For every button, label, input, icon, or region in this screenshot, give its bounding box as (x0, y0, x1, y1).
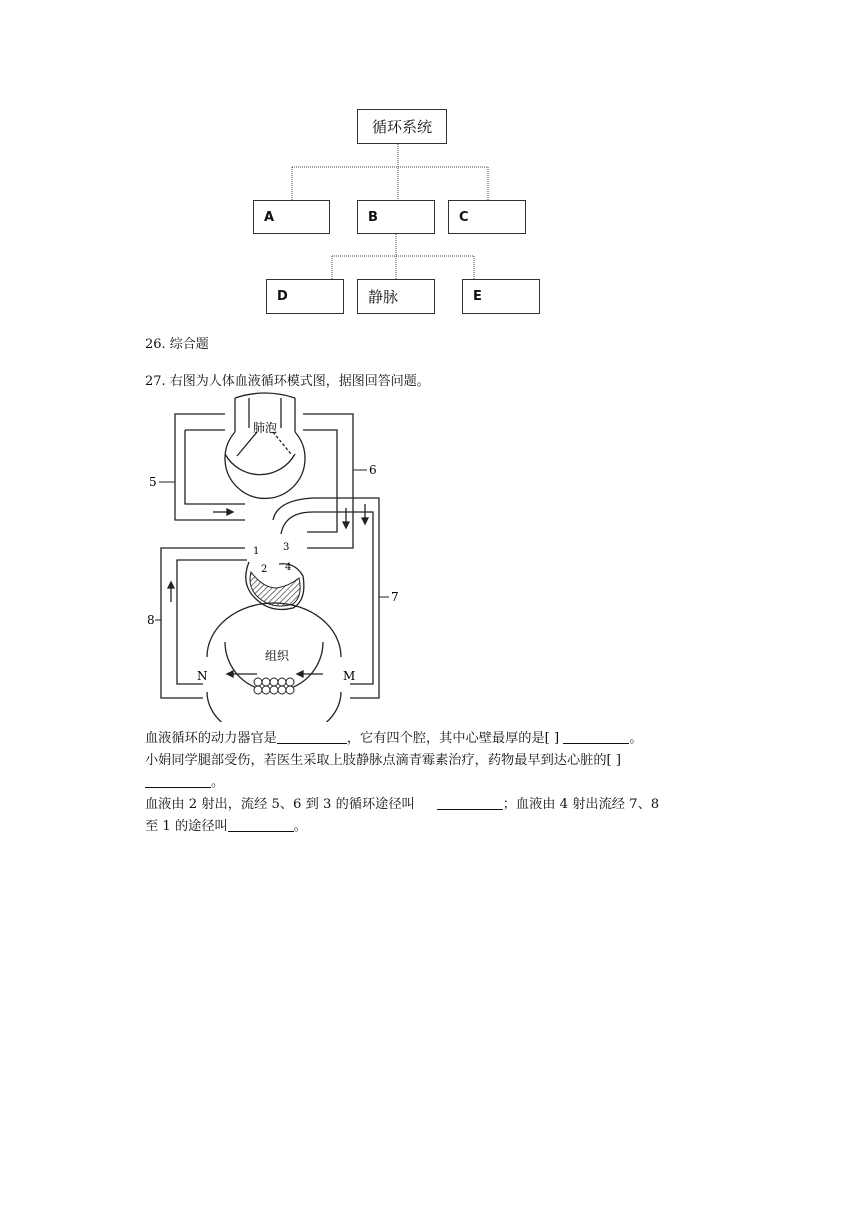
line5-part-a: 至 1 的途径叫 (145, 819, 228, 834)
line1-part-c: 。 (629, 731, 643, 746)
line1-part-a: 血液循环的动力器官是 (145, 731, 277, 746)
vessel-label-5: 5 (149, 475, 157, 489)
blood-circulation-diagram (145, 392, 405, 722)
line3-text: 。 (211, 775, 225, 790)
tree-node-b: B (357, 200, 435, 234)
answer-blank-4[interactable] (437, 795, 503, 810)
line2-text: 小娟同学腿部受伤，若医生采取上肢静脉点滴青霉素治疗，药物最早到达心脏的[ ] (145, 753, 622, 768)
tissue-label: 组织 (264, 649, 290, 663)
answer-blank-3[interactable] (145, 773, 211, 788)
tree-node-e: E (462, 279, 540, 314)
vessel-label-7: 7 (391, 590, 399, 604)
alveolus-capillary (225, 454, 295, 475)
question-line-5 (145, 816, 735, 838)
line1-part-b: ，它有四个腔，其中心壁最厚的是[ ] (346, 731, 564, 746)
alveolus-label: 肺泡 (252, 421, 278, 435)
answer-blank-5[interactable] (228, 817, 294, 832)
tree-node-a: A (253, 200, 330, 234)
question-line-2 (145, 750, 735, 772)
line4-part-a: 血液由 2 射出，流经 5、6 到 3 的循环途径叫 (145, 797, 415, 812)
question-line-4 (145, 794, 735, 816)
chamber-label-3: 3 (283, 542, 290, 553)
answer-blank-1[interactable] (277, 729, 347, 744)
chamber-label-2: 2 (261, 564, 268, 575)
alveolus-outline (225, 432, 305, 498)
line5-part-b: 。 (293, 819, 307, 834)
concept-tree (0, 0, 860, 330)
answer-blank-2[interactable] (563, 729, 629, 744)
question-27-body (145, 728, 735, 838)
tree-node-d: D (266, 279, 344, 314)
tree-node-vein: 静脉 (357, 279, 435, 314)
question-26-heading: 26. 综合题 (145, 337, 209, 352)
tree-node-c: C (448, 200, 526, 234)
chamber-label-1: 1 (253, 546, 260, 557)
line4-part-b: ；血液由 4 射出流经 7、8 (502, 797, 660, 812)
chamber-label-4: 4 (285, 562, 292, 573)
question-line-1 (145, 728, 735, 750)
letter-n: N (197, 669, 208, 683)
tree-root-box: 循环系统 (357, 109, 447, 144)
question-27-prompt: 27. 右图为人体血液循环模式图，据图回答问题。 (145, 374, 430, 389)
vessel-label-6: 6 (369, 463, 377, 477)
vessel-label-8: 8 (147, 613, 155, 627)
letter-m: M (343, 669, 356, 683)
question-line-3 (145, 772, 735, 794)
